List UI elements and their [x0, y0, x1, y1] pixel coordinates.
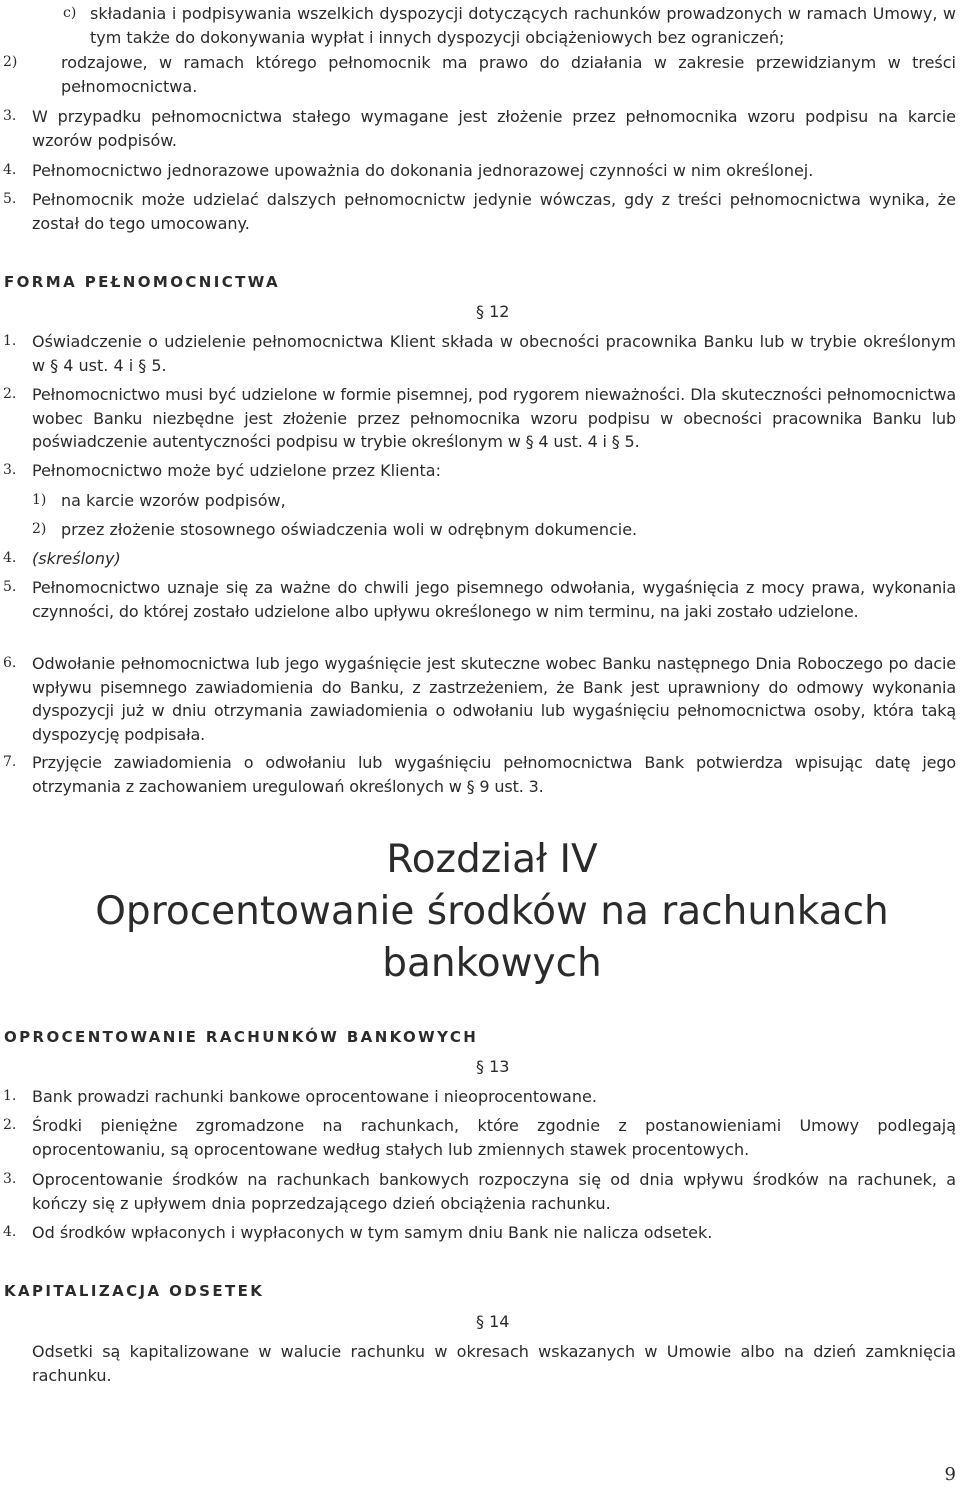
list-item-number: 3.	[3, 462, 17, 478]
list-item-number: 4.	[3, 550, 17, 566]
list-item-text: Bank prowadzi rachunki bankowe oprocentowane i nieoprocentowane.	[32, 1087, 597, 1106]
list-item-text: Od środków wpłaconych i wypłaconych w tym samym dniu Bank nie nalicza odsetek.	[32, 1223, 713, 1242]
section-heading: OPROCENTOWANIE RACHUNKÓW BANKOWYCH	[4, 1028, 479, 1046]
chapter-title: Rozdział IV	[386, 837, 598, 882]
section-heading: KAPITALIZACJA ODSETEK	[4, 1282, 265, 1300]
page-number: 9	[944, 1464, 956, 1485]
list-item-number: 5.	[3, 579, 17, 595]
list-item-number: 2.	[3, 1117, 17, 1133]
list-item-number: 4.	[3, 162, 17, 178]
list-item-text: Oprocentowanie środków na rachunkach bankowych rozpoczyna się od dnia wpływu środków na rachunek, a kończy się z upływem dnia poprzedzającego dzień obciążenia rachunku.	[32, 1170, 956, 1213]
list-item-number: 2)	[3, 54, 18, 70]
section-heading: FORMA PEŁNOMOCNICTWA	[4, 273, 281, 291]
paragraph-number: § 14	[476, 1312, 510, 1331]
list-item-text: przez złożenie stosownego oświadczenia woli w odrębnym dokumencie.	[61, 520, 638, 539]
paragraph-body: Odsetki są kapitalizowane w walucie rachunku w okresach wskazanych w Umowie albo na dzień zamknięcia rachunku.	[32, 1342, 956, 1385]
list-item-number: 3.	[3, 108, 17, 124]
list-item-text: na karcie wzorów podpisów,	[61, 491, 286, 510]
list-item-text: Środki pieniężne zgromadzone na rachunkach, które zgodnie z postanowieniami Umowy podlegają oprocentowaniu, są oprocentowane według stałych lub zmiennych stawek procentowych.	[32, 1116, 956, 1159]
list-item-text: rodzajowe, w ramach którego pełnomocnik ma prawo do działania w zakresie przewidzianym w treści pełnomocnictwa.	[61, 53, 956, 96]
list-item-text: Przyjęcie zawiadomienia o odwołaniu lub wygaśnięciu pełnomocnictwa Bank potwierdza wpisując datę jego otrzymania z zachowaniem uregulowań określonych w § 9 ust. 3.	[32, 753, 956, 796]
list-item-text: Pełnomocnictwo uznaje się za ważne do chwili jego pisemnego odwołania, wygaśnięcia z mocy prawa, wykonania czynności, do której zostało udzielone albo upływu określonego w nim terminu, na jaki zostało udzielone.	[32, 578, 956, 621]
list-item-text: Pełnomocnictwo może być udzielone przez Klienta:	[32, 461, 441, 480]
list-item-text: Pełnomocnictwo musi być udzielone w formie pisemnej, pod rygorem nieważności. Dla skuteczności pełnomocnictwa wobec Banku niezbędne jest złożenie przez pełnomocnika wzoru podpisu w obecności pracownika Banku lub poświadczenie autentyczności podpisu w trybie określonym w § 4 ust. 4 i § 5.	[32, 385, 956, 451]
list-item-text: Pełnomocnik może udzielać dalszych pełnomocnictw jedynie wówczas, gdy z treści pełnomocnictwa wynika, że został do tego umocowany.	[32, 190, 956, 233]
chapter-subtitle: Oprocentowanie środków na rachunkach	[95, 889, 889, 934]
list-item-number: 1.	[3, 333, 17, 349]
paragraph-number: § 13	[476, 1057, 510, 1076]
list-item-number: 4.	[3, 1224, 17, 1240]
list-item-text: W przypadku pełnomocnictwa stałego wymagane jest złożenie przez pełnomocnika wzoru podpisu na karcie wzorów podpisów.	[32, 107, 956, 150]
list-item-number: 7.	[3, 754, 17, 770]
list-item-text: Oświadczenie o udzielenie pełnomocnictwa Klient składa w obecności pracownika Banku lub w trybie określonym w § 4 ust. 4 i § 5.	[32, 332, 956, 375]
list-item-number: c)	[63, 5, 77, 21]
chapter-subtitle: bankowych	[382, 941, 602, 986]
list-item-text: Pełnomocnictwo jednorazowe upoważnia do dokonania jednorazowej czynności w nim określonej.	[32, 161, 814, 180]
list-item-number: 3.	[3, 1171, 17, 1187]
list-item-text: Odwołanie pełnomocnictwa lub jego wygaśnięcie jest skuteczne wobec Banku następnego Dnia Roboczego po dacie wpływu pisemnego zawiadomienia do Banku, z zastrzeżeniem, że Bank jest uprawniony do odmowy wykonania dyspozycji już w dniu otrzymania zawiadomienia o odwołaniu lub wygaśnięciu pełnomocnictwa osoby, która taką dyspozycję podpisała.	[32, 654, 956, 744]
list-item-number: 1.	[3, 1088, 17, 1104]
list-item-text: składania i podpisywania wszelkich dyspozycji dotyczących rachunków prowadzonych w ramach Umowy, w tym także do dokonywania wypłat i innych dyspozycji obciążeniowych bez ograniczeń;	[90, 4, 956, 47]
list-item-number: 6.	[3, 655, 17, 671]
list-item-number: 5.	[3, 191, 17, 207]
list-item-number: 1)	[32, 492, 47, 508]
list-item-number: 2.	[3, 386, 17, 402]
paragraph-number: § 12	[476, 302, 510, 321]
list-item-text: (skreślony)	[32, 549, 121, 568]
list-item-number: 2)	[32, 521, 47, 537]
